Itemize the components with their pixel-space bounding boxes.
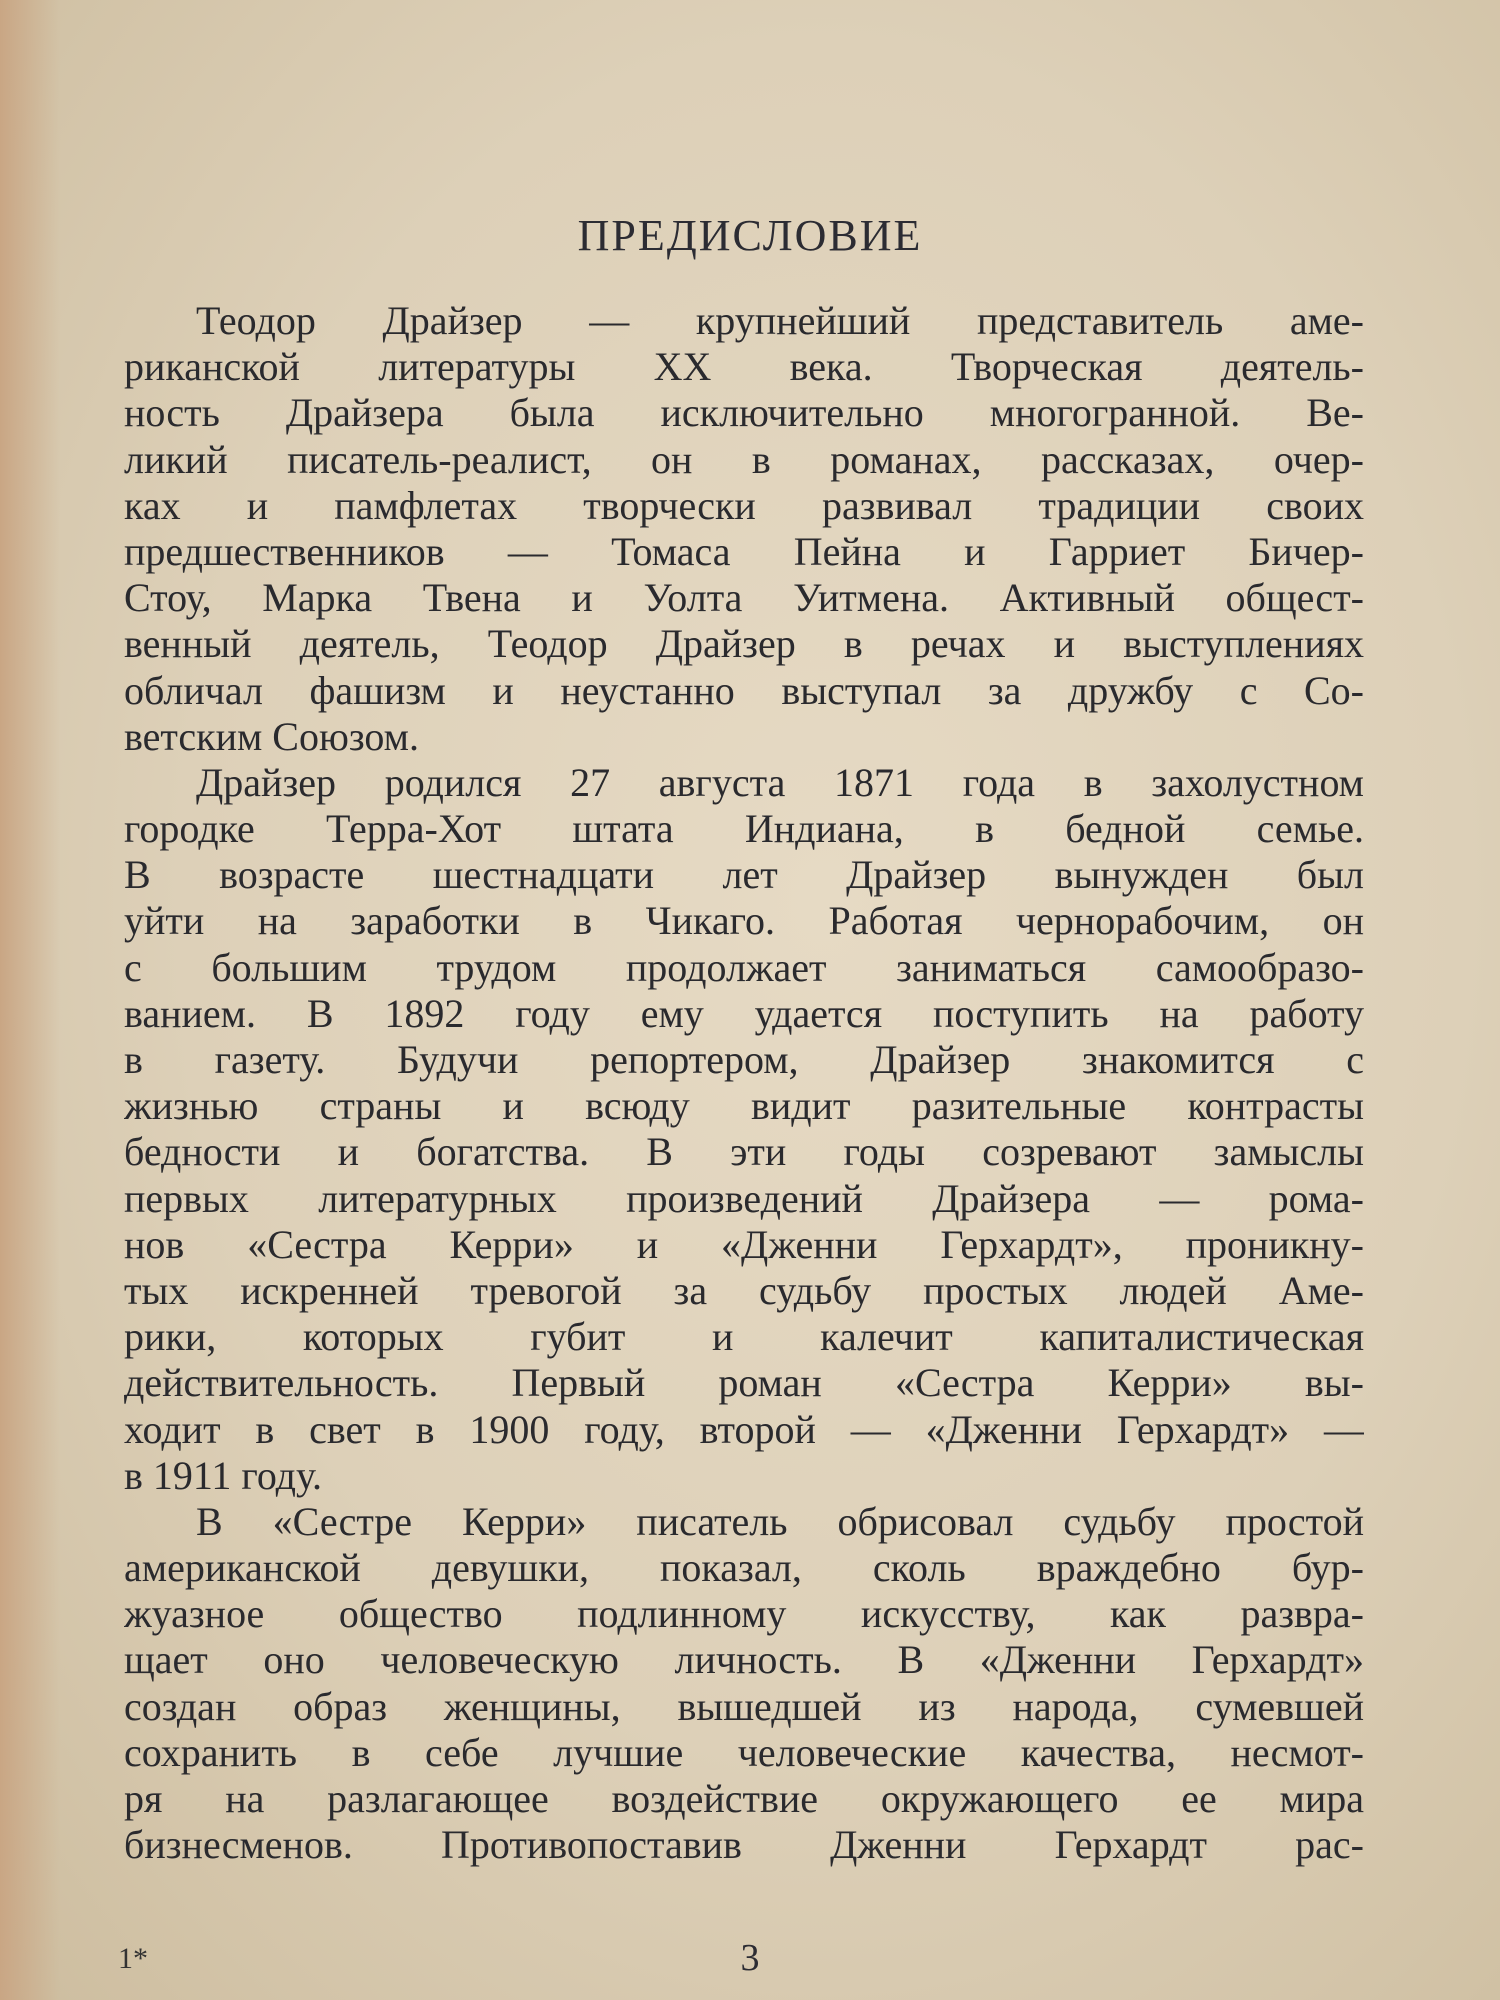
paragraph <box>124 1499 1364 1869</box>
text-line: в газету. Будучи репортером, Драйзер знакомится с <box>124 1037 1364 1082</box>
text-line: жуазное общество подлинному искусству, как развра- <box>124 1591 1364 1637</box>
body-text <box>124 298 1364 1868</box>
text-line: тых искренней тревогой за судьбу простых людей Аме- <box>124 1267 1364 1313</box>
text-line: ветским Союзом. <box>124 713 419 759</box>
text-line: сохранить в себе лучшие человеческие качества, несмот- <box>124 1729 1364 1775</box>
text-line: первых литературных произведений Драйзера — рома- <box>124 1175 1364 1221</box>
text-line: обличал фашизм и неустанно выступал за дружбу с Со- <box>124 667 1364 713</box>
text-line: с большим трудом продолжает заниматься самообразо- <box>124 944 1364 990</box>
text-line: Стоу, Марка Твена и Уолта Уитмена. Активный общест- <box>124 575 1364 621</box>
text-line: ность Драйзера была исключительно многогранной. Ве- <box>124 390 1364 436</box>
page-edge-shadow <box>0 0 60 2000</box>
text-line: американской девушки, показал, сколь враждебно бур- <box>124 1545 1364 1591</box>
text-line: ря на разлагающее воздействие окружающего ее мира <box>124 1776 1364 1821</box>
text-line: риканской литературы XX века. Творческая деятель- <box>124 344 1364 390</box>
text-line: венный деятель, Теодор Драйзер в речах и выступлениях <box>124 621 1364 667</box>
text-line: ках и памфлетах творчески развивал традиции своих <box>124 482 1364 528</box>
text-line: нов «Сестра Керри» и «Дженни Герхардт», проникну- <box>124 1221 1364 1267</box>
text-line: бизнесменов. Противопоставив Дженни Герхардт рас- <box>124 1822 1364 1868</box>
signature-mark: 1* <box>118 1942 148 1975</box>
text-line: предшественников — Томаса Пейна и Гарриет Бичер- <box>124 528 1364 574</box>
page-number: 3 <box>740 1937 760 1979</box>
paragraph <box>124 760 1364 1499</box>
text-line: Драйзер родился 27 августа 1871 года в захолустном <box>196 759 1364 805</box>
text-line: бедности и богатства. В эти годы созревают замыслы <box>124 1129 1364 1175</box>
text-line: действительность. Первый роман «Сестра Керри» вы- <box>124 1360 1364 1406</box>
text-line: щает оно человеческую личность. В «Дженни Герхардт» <box>124 1637 1364 1683</box>
text-line: городке Терра-Хот штата Индиана, в бедной семье. <box>124 806 1364 852</box>
text-line: В возрасте шестнадцати лет Драйзер вынужден был <box>124 852 1364 898</box>
text-line: жизнью страны и всюду видит разительные контрасты <box>124 1083 1364 1129</box>
text-line: Теодор Драйзер — крупнейший представитель аме- <box>196 298 1364 343</box>
text-line: В «Сестре Керри» писатель обрисовал судьбу простой <box>196 1498 1364 1544</box>
text-line: в 1911 году. <box>124 1452 323 1498</box>
page-title: ПРЕДИСЛОВИЕ <box>577 211 923 260</box>
text-line: ванием. В 1892 году ему удается поступить на работу <box>124 990 1364 1036</box>
text-line: ходит в свет в 1900 году, второй — «Дженни Герхардт» — <box>124 1406 1364 1452</box>
text-line: уйти на заработки в Чикаго. Работая чернорабочим, он <box>124 898 1364 944</box>
paragraph <box>124 298 1364 760</box>
text-line: ликий писатель-реалист, он в романах, рассказах, очер- <box>124 436 1364 482</box>
text-line: создан образ женщины, вышедшей из народа, сумевшей <box>124 1683 1364 1729</box>
text-line: рики, которых губит и калечит капиталистическая <box>124 1314 1364 1360</box>
